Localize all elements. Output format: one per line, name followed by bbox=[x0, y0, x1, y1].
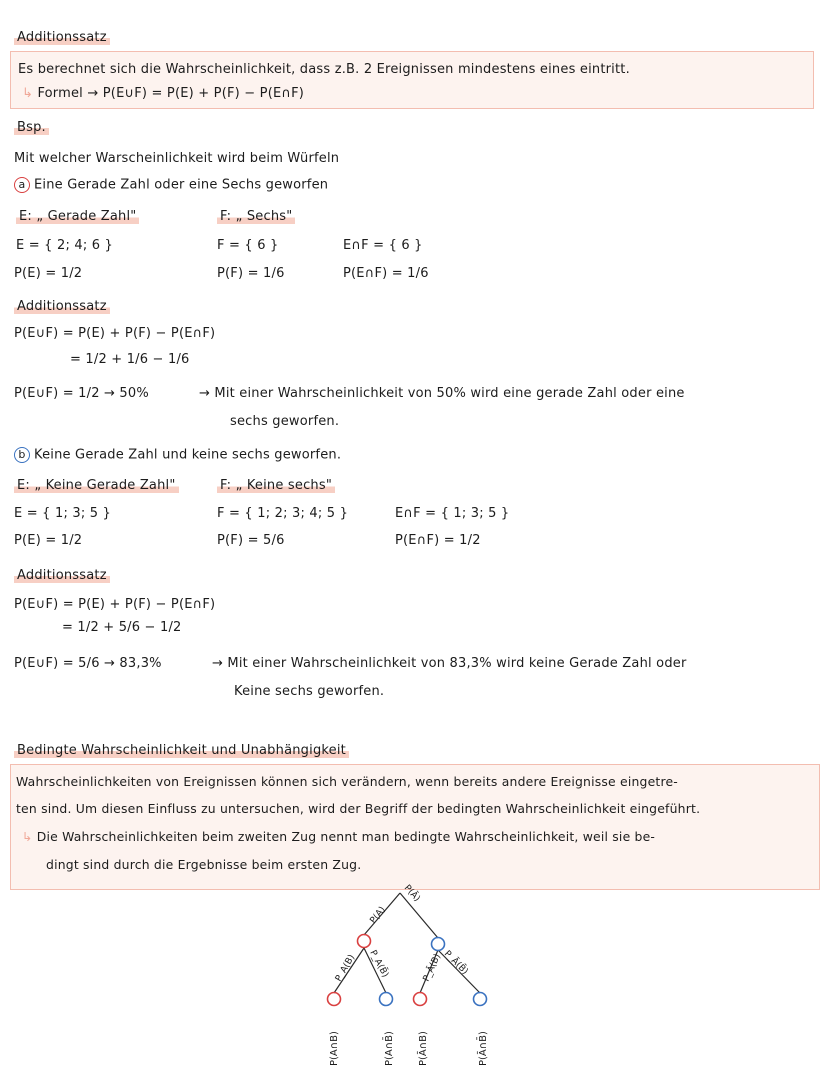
part-a-f-label: F: „ Sechs" bbox=[217, 209, 295, 224]
leaf-label-4: P(Ā∩B̄) bbox=[478, 1031, 489, 1066]
part-a-ef-set: E∩F = { 6 } bbox=[343, 238, 423, 253]
section2-line-3: ↳ Die Wahrscheinlichkeiten beim zweiten Zug nennt man bedingte Wahrscheinlichkeit, weil sie be- bbox=[22, 829, 656, 844]
section2-line-2: ten sind. Um diesen Einfluss zu untersuchen, wird der Begriff der bedingten Wahrscheinlichkeit eingeführt. bbox=[16, 801, 701, 816]
leaf-label-1: P(A∩B) bbox=[329, 1031, 340, 1066]
label-pabar-bbar: P_Ā(B̄) bbox=[441, 949, 470, 977]
node-leaf-3 bbox=[414, 993, 427, 1006]
label-pabar-b: P_Ā(B) bbox=[421, 952, 444, 984]
part-b-conclusion-2: Keine sechs geworfen. bbox=[234, 684, 385, 699]
formula-line: ↳ Formel → P(E∪F) = P(E) + P(F) − P(E∩F) bbox=[22, 86, 305, 101]
part-a-f-set: F = { 6 } bbox=[217, 238, 279, 253]
part-a-pf: P(F) = 1/6 bbox=[217, 266, 285, 281]
leaf-label-2: P(A∩B̄) bbox=[384, 1031, 395, 1066]
label-pa-bbar: P_A(B̄) bbox=[367, 948, 390, 980]
part-a-subheading: Additionssatz bbox=[14, 299, 110, 314]
node-leaf-2 bbox=[380, 993, 393, 1006]
label-pa-bar: P(Ā) bbox=[401, 883, 422, 904]
part-b-calc: = 1/2 + 5/6 − 1/2 bbox=[62, 620, 182, 635]
part-a-pef: P(E∩F) = 1/6 bbox=[343, 266, 429, 281]
part-b-result: P(E∪F) = 5/6 → 83,3% bbox=[14, 656, 162, 671]
part-b-pf: P(F) = 5/6 bbox=[217, 533, 285, 548]
part-b-e-label: E: „ Keine Gerade Zahl" bbox=[14, 478, 179, 493]
example-label: Bsp. bbox=[14, 120, 49, 135]
section2-heading: Bedingte Wahrscheinlichkeit und Unabhängigkeit bbox=[14, 743, 349, 758]
part-a-e-set: E = { 2; 4; 6 } bbox=[16, 238, 114, 253]
part-a-e-label: E: „ Gerade Zahl" bbox=[16, 209, 139, 224]
node-leaf-4 bbox=[474, 993, 487, 1006]
part-b-formula: P(E∪F) = P(E) + P(F) − P(E∩F) bbox=[14, 597, 216, 612]
part-b-f-set: F = { 1; 2; 3; 4; 5 } bbox=[217, 506, 349, 521]
example-question: Mit welcher Warscheinlichkeit wird beim Würfeln bbox=[14, 151, 340, 166]
leaf-label-3: P(Ā∩B) bbox=[418, 1031, 429, 1066]
part-a-conclusion-2: sechs geworfen. bbox=[230, 414, 340, 429]
node-a-bar bbox=[432, 938, 445, 951]
part-b-pef: P(E∩F) = 1/2 bbox=[395, 533, 481, 548]
part-b-f-label: F: „ Keine sechs" bbox=[217, 478, 335, 493]
part-b-title: b Keine Gerade Zahl und keine sechs geworfen. bbox=[14, 447, 341, 463]
section2-line-4: dingt sind durch die Ergebnisse beim ersten Zug. bbox=[46, 857, 362, 872]
part-a-result: P(E∪F) = 1/2 → 50% bbox=[14, 386, 149, 401]
part-b-ef-set: E∩F = { 1; 3; 5 } bbox=[395, 506, 510, 521]
section2-line-1: Wahrscheinlichkeiten von Ereignissen können sich verändern, wenn bereits andere Ereignisse eingetre- bbox=[16, 774, 678, 789]
part-a-title: a Eine Gerade Zahl oder eine Sechs geworfen bbox=[14, 177, 328, 193]
marker-a-icon: a bbox=[14, 177, 30, 193]
arrow-hook-icon: ↳ bbox=[22, 829, 37, 844]
node-leaf-1 bbox=[328, 993, 341, 1006]
part-b-pe: P(E) = 1/2 bbox=[14, 533, 83, 548]
arrow-hook-icon: ↳ bbox=[22, 86, 38, 101]
label-pa-b: P_A(B) bbox=[333, 953, 358, 984]
part-b-e-set: E = { 1; 3; 5 } bbox=[14, 506, 112, 521]
label-pa: P(A) bbox=[368, 905, 388, 926]
part-a-pe: P(E) = 1/2 bbox=[14, 266, 83, 281]
part-b-subheading: Additionssatz bbox=[14, 568, 110, 583]
part-a-calc: = 1/2 + 1/6 − 1/6 bbox=[70, 352, 190, 367]
part-a-conclusion-1: → Mit einer Wahrscheinlichkeit von 50% wird eine gerade Zahl oder eine bbox=[199, 386, 685, 401]
section-heading: Additionssatz bbox=[14, 30, 110, 45]
marker-b-icon: b bbox=[14, 447, 30, 463]
definition-text: Es berechnet sich die Wahrscheinlichkeit, dass z.B. 2 Ereignissen mindestens eines eintritt. bbox=[18, 62, 630, 77]
part-b-conclusion-1: → Mit einer Wahrscheinlichkeit von 83,3% wird keine Gerade Zahl oder bbox=[212, 656, 687, 671]
part-a-formula: P(E∪F) = P(E) + P(F) − P(E∩F) bbox=[14, 326, 216, 341]
node-a bbox=[358, 935, 371, 948]
